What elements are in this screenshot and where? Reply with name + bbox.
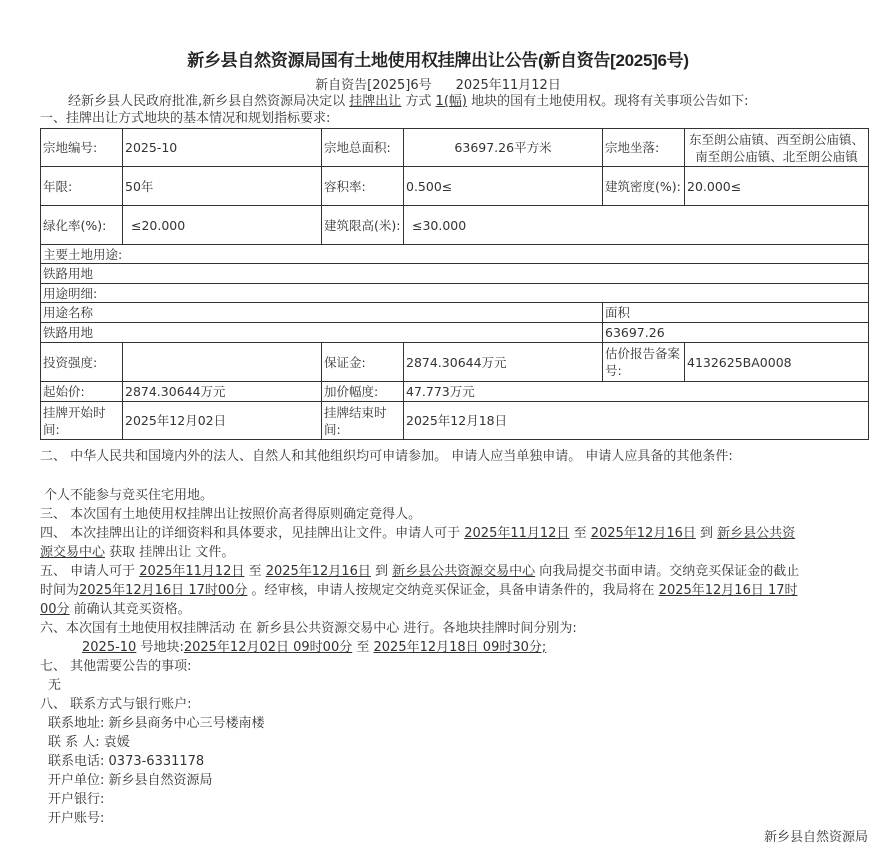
contact-address-value: 新乡县商务中心三号楼南楼 bbox=[108, 716, 265, 731]
section4-place-link[interactable]: 源交易中心 bbox=[40, 545, 106, 560]
section6-text: 六、本次国有土地使用权挂牌活动 在 新乡县公共资源交易中心 进行。各地块挂牌时间分别为: bbox=[40, 621, 577, 636]
contact-address-label: 联系地址: bbox=[48, 716, 105, 731]
section5-text: 至 bbox=[244, 564, 266, 579]
parcel-info-table bbox=[40, 128, 869, 440]
table-row bbox=[41, 323, 869, 343]
page-title: 新乡县自然资源局国有土地使用权挂牌出让公告(新自资告[2025]6号) bbox=[187, 51, 689, 70]
start-price-label: 起始价: bbox=[41, 382, 123, 402]
signature: 新乡县自然资源局 bbox=[763, 830, 868, 845]
intro-text: 经新乡县人民政府批准,新乡县自然资源局决定以 bbox=[68, 94, 350, 109]
location-label: 宗地坐落: bbox=[603, 129, 685, 167]
use-name-cell: 铁路用地 bbox=[41, 323, 603, 343]
deposit-value: 2874.30644万元 bbox=[404, 343, 603, 382]
section5-deadline-link[interactable]: 2025年12月16日 17时00分 bbox=[79, 583, 248, 598]
intro-text: 方式 bbox=[401, 94, 436, 109]
section6-text: 号地块: bbox=[136, 640, 184, 655]
contact-phone-value: 0373-6331178 bbox=[108, 754, 205, 769]
listing-end-value: 2025年12月18日 bbox=[404, 402, 869, 440]
listing-start-value: 2025年12月02日 bbox=[123, 402, 322, 440]
section4-text: 四、 本次挂牌出让的详细资料和具体要求，见挂牌出让文件。申请人可于 bbox=[40, 526, 465, 541]
listing-end-label: 挂牌结束时间: bbox=[322, 402, 404, 440]
section5-text: 向我局提交书面申请。交纳竞买保证金的截止 bbox=[535, 564, 800, 579]
section2-text: 二、 中华人民共和国境内外的法人、自然人和其他组织均可申请参加。 申请人应当单独申请。 申请人应具备的其他条件: bbox=[40, 449, 733, 464]
table-row bbox=[41, 167, 869, 206]
table-row bbox=[41, 264, 869, 284]
section5-text: 到 bbox=[370, 564, 393, 579]
table-row bbox=[41, 245, 869, 264]
bank-label: 开户银行: bbox=[48, 792, 105, 807]
section6-text: 至 bbox=[352, 640, 374, 655]
invest-value bbox=[123, 343, 322, 382]
section5-confirm-link[interactable]: 2025年12月16日 17时 bbox=[658, 583, 798, 598]
section4-start-link[interactable]: 2025年11月12日 bbox=[464, 526, 570, 541]
table-row bbox=[41, 343, 869, 382]
contact-phone-label: 联系电话: bbox=[48, 754, 105, 769]
deposit-label: 保证金: bbox=[322, 343, 404, 382]
use-area-header: 面积 bbox=[603, 303, 869, 323]
section8-heading: 八、 联系方式与银行账户: bbox=[40, 697, 192, 712]
far-label: 容积率: bbox=[322, 167, 404, 206]
section5-text: 。经审核，申请人按规定交纳竞买保证金，具备申请条件的，我局将在 bbox=[247, 583, 659, 598]
start-price-value: 2874.30644万元 bbox=[123, 382, 322, 402]
table-row bbox=[41, 303, 869, 323]
table-row bbox=[41, 206, 869, 245]
section6-start-link[interactable]: 2025年12月02日 09时00分 bbox=[183, 640, 353, 655]
use-area-cell: 63697.26 bbox=[603, 323, 869, 343]
section6-parcel-link[interactable]: 2025-10 bbox=[82, 640, 137, 655]
section4-text: 至 bbox=[569, 526, 591, 541]
total-area-value: 63697.26平方米 bbox=[404, 129, 603, 167]
term-label: 年限: bbox=[41, 167, 123, 206]
section5-end-link[interactable]: 2025年12月16日 bbox=[265, 564, 371, 579]
section5-confirm-link[interactable]: 00分 bbox=[40, 602, 70, 617]
green-label: 绿化率(%): bbox=[41, 206, 123, 245]
section7-heading: 七、 其他需要公告的事项: bbox=[40, 659, 192, 674]
table-row bbox=[41, 382, 869, 402]
main-use-label: 主要土地用途: bbox=[41, 245, 869, 264]
account-no bbox=[40, 808, 876, 830]
term-value: 50年 bbox=[123, 167, 322, 206]
section5-text: 五、 申请人可于 bbox=[40, 564, 140, 579]
location-value: 东至朗公庙镇、西至朗公庙镇、南至朗公庙镇、北至朗公庙镇 bbox=[685, 129, 869, 167]
parcel-no-label: 宗地编号: bbox=[41, 129, 123, 167]
section4-place-link[interactable]: 新乡县公共资 bbox=[717, 526, 796, 541]
section4-text: 获取 挂牌出让 文件。 bbox=[105, 545, 235, 560]
increment-label: 加价幅度: bbox=[322, 382, 404, 402]
density-value: 20.000≤ bbox=[685, 167, 869, 206]
section6-end-link[interactable]: 2025年12月18日 09时30分; bbox=[373, 640, 547, 655]
table-row bbox=[41, 284, 869, 303]
main-use-value: 铁路用地 bbox=[41, 264, 869, 284]
contact-person-label: 联 系 人: bbox=[48, 735, 100, 750]
height-value: ≤30.000 bbox=[404, 206, 869, 245]
appraisal-value: 4132625BA0008 bbox=[685, 343, 869, 382]
count-link[interactable]: 1(幅) bbox=[435, 94, 467, 109]
far-value: 0.500≤ bbox=[404, 167, 603, 206]
table-row bbox=[41, 402, 869, 440]
total-area-label: 宗地总面积: bbox=[322, 129, 404, 167]
table-row bbox=[41, 129, 869, 167]
section3-text: 三、 本次国有土地使用权挂牌出让按照价高者得原则确定竟得人。 bbox=[40, 507, 422, 522]
section5-start-link[interactable]: 2025年11月12日 bbox=[139, 564, 245, 579]
section5-text: 前确认其竞买资格。 bbox=[69, 602, 191, 617]
method-link[interactable]: 挂牌出让 bbox=[349, 94, 402, 109]
use-detail-label: 用途明细: bbox=[41, 284, 869, 303]
account-unit-label: 开户单位: bbox=[48, 773, 105, 788]
section2-condition: 个人不能参与竞买住宅用地。 bbox=[44, 488, 214, 503]
density-label: 建筑密度(%): bbox=[603, 167, 685, 206]
height-label: 建筑限高(米): bbox=[322, 206, 404, 245]
section5-place-link[interactable]: 新乡县公共资源交易中心 bbox=[392, 564, 536, 579]
section4-text: 到 bbox=[695, 526, 718, 541]
account-no-label: 开户账号: bbox=[48, 811, 105, 826]
section4-end-link[interactable]: 2025年12月16日 bbox=[590, 526, 696, 541]
section5-text: 时间为 bbox=[40, 583, 80, 598]
contact-person-value: 袁媛 bbox=[103, 735, 130, 750]
invest-label: 投资强度: bbox=[41, 343, 123, 382]
increment-value: 47.773万元 bbox=[404, 382, 869, 402]
use-name-header: 用途名称 bbox=[41, 303, 603, 323]
section7-content: 无 bbox=[48, 678, 62, 693]
doc-number: 新自资告[2025]6号 bbox=[315, 78, 432, 93]
appraisal-label: 估价报告备案号: bbox=[603, 343, 685, 382]
listing-start-label: 挂牌开始时间: bbox=[41, 402, 123, 440]
intro-text: 地块的国有土地使用权。现将有关事项公告如下: bbox=[466, 94, 749, 109]
doc-meta bbox=[0, 74, 876, 93]
section1-heading: 一、挂牌出让方式地块的基本情况和规划指标要求: bbox=[40, 111, 331, 126]
green-value: ≤20.000 bbox=[123, 206, 322, 245]
parcel-no-value: 2025-10 bbox=[123, 129, 322, 167]
doc-date: 2025年11月12日 bbox=[455, 78, 561, 93]
account-unit-value: 新乡县自然资源局 bbox=[108, 773, 213, 788]
